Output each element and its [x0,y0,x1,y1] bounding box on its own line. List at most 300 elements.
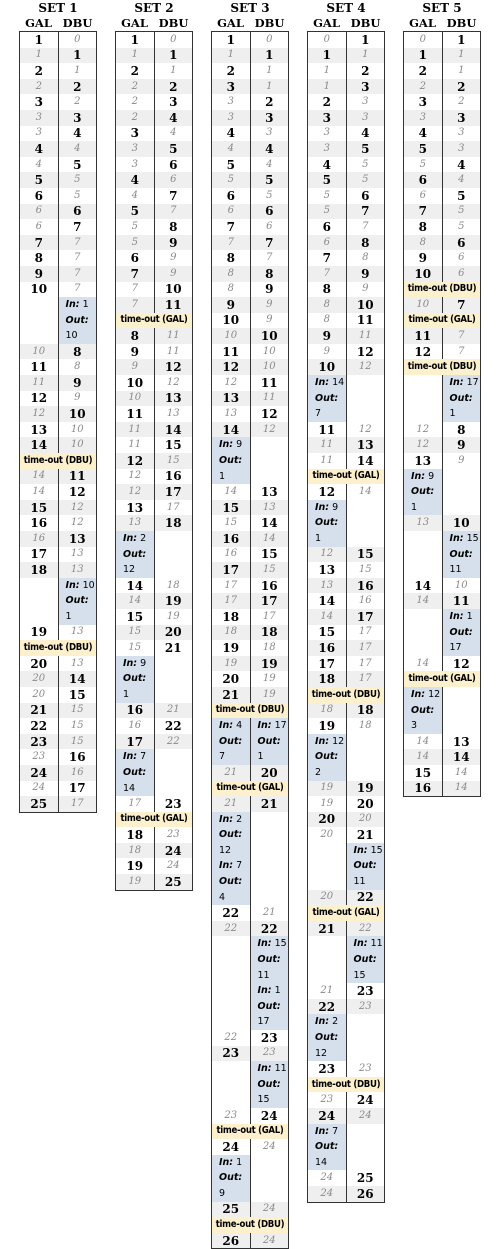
score-gal: 23 [308,1061,347,1077]
substitution-row [116,531,193,578]
timeout-label: time-out (GAL) [212,1124,289,1140]
score-dbu: 8 [346,235,385,251]
score-row [116,609,193,625]
score-dbu: 7 [58,235,97,251]
score-gal: 12 [116,484,155,500]
score-gal: 2 [404,63,443,79]
score-gal: 21 [20,703,59,719]
column-headers [211,16,289,31]
score-dbu: 3 [442,110,481,126]
score-row [404,656,481,672]
substitution-row [212,1155,289,1202]
score-row [212,188,289,204]
team-header-team_b: DBU [158,16,189,30]
score-row [20,391,97,407]
score-gal: 3 [20,110,59,126]
score-gal: 18 [308,703,347,719]
score-row [116,297,193,313]
timeout-label: time-out (DBU) [308,687,385,703]
score-gal: 5 [20,172,59,188]
empty-cell [404,531,443,578]
score-row [308,718,385,734]
score-row [308,422,385,438]
score-gal: 11 [308,422,347,438]
score-dbu: 4 [170,127,177,139]
score-table [19,31,97,813]
score-gal: 15 [212,515,251,531]
substitution-cell: In: 4 Out: 7 [212,718,251,765]
score-row [20,94,97,110]
score-gal: 18 [116,843,155,859]
score-gal: 2 [20,79,59,95]
score-gal: 6 [212,188,251,204]
score-gal: 11 [308,437,347,453]
score-gal: 14 [404,656,443,672]
score-row [20,562,97,578]
score-row [20,188,97,204]
score-dbu: 7 [442,297,481,313]
score-dbu: 22 [346,921,385,937]
score-row [308,328,385,344]
score-dbu: 25 [154,874,193,890]
score-row [308,157,385,173]
score-row [212,204,289,220]
score-dbu: 6 [58,204,97,220]
score-gal: 8 [212,266,251,282]
substitution-cell: In: 2 Out: 12 [308,1014,347,1061]
score-row [116,328,193,344]
score-dbu: 15 [68,687,86,702]
score-row [212,94,289,110]
score-gal: 4 [116,188,155,204]
score-row [308,48,385,64]
score-row [20,749,97,765]
score-gal: 20 [20,687,59,703]
score-gal: 11 [116,437,155,453]
score-row [404,781,481,797]
score-row [308,63,385,79]
column-headers [307,16,385,31]
score-dbu: 10 [164,282,182,297]
score-gal: 9 [308,328,347,344]
score-row [20,157,97,173]
score-dbu: 10 [58,437,97,453]
score-row [116,843,193,859]
score-dbu: 21 [356,828,374,843]
score-dbu: 18 [154,515,193,531]
score-row [212,313,289,329]
score-row [308,1061,385,1077]
score-dbu: 7 [73,219,82,234]
substitution-row [404,469,481,516]
score-dbu: 14 [358,486,372,498]
score-gal: 4 [212,141,251,157]
substitution-row [308,1014,385,1061]
score-dbu: 1 [442,48,481,64]
score-dbu: 9 [265,282,274,297]
score-gal: 3 [212,79,251,95]
score-row [116,204,193,220]
score-dbu: 13 [70,657,84,669]
score-gal: 2 [116,110,155,126]
score-gal: 5 [212,172,251,188]
empty-cell [212,1061,251,1108]
score-row [20,469,97,485]
score-gal: 12 [212,375,251,391]
score-row [20,781,97,797]
set-title: SET 1 [38,1,78,15]
substitution-cell: In: 15 Out: 11 [442,531,481,578]
score-dbu: 1 [361,32,370,47]
team-header-team_a: GAL [409,16,436,30]
timeout-row [212,1217,289,1233]
score-gal: 3 [308,141,347,157]
score-gal: 6 [20,188,59,204]
score-row [212,110,289,126]
score-dbu: 15 [70,719,84,731]
score-gal: 18 [212,625,251,641]
score-dbu: 3 [362,96,369,108]
score-gal: 23 [20,734,59,750]
score-dbu: 19 [166,610,180,622]
score-dbu: 11 [154,328,193,344]
score-dbu: 3 [346,79,385,95]
team-header-team_b: DBU [62,16,93,30]
score-row [308,250,385,266]
score-row [20,110,97,126]
score-gal: 5 [116,219,155,235]
score-row [116,266,193,282]
substitution-row [212,983,289,1030]
empty-cell [154,531,193,578]
score-dbu: 24 [262,1140,276,1152]
score-row [212,593,289,609]
score-row [116,469,193,485]
score-gal: 7 [116,282,155,298]
score-row [20,422,97,438]
empty-cell [346,1014,385,1061]
score-dbu: 13 [452,734,470,749]
score-dbu: 17 [154,484,193,500]
score-dbu: 1 [170,64,177,76]
substitution-cell: In: 7 Out: 14 [116,749,155,796]
score-gal: 6 [404,172,443,188]
score-dbu: 17 [58,796,97,812]
score-gal: 3 [404,110,443,126]
score-row [212,905,289,921]
score-dbu: 1 [457,32,466,47]
substitution-row [308,936,385,983]
score-row [212,656,289,672]
score-gal: 13 [308,562,347,578]
score-row [212,250,289,266]
score-row [116,157,193,173]
score-gal: 6 [404,188,443,204]
score-dbu: 2 [361,63,370,78]
score-dbu: 15 [58,703,97,719]
timeout-label: time-out (DBU) [20,640,97,656]
score-dbu: 10 [70,423,84,435]
score-dbu: 12 [58,500,97,516]
score-gal: 5 [308,204,347,220]
score-gal: 10 [116,375,155,391]
score-gal: 17 [212,578,251,594]
score-row [212,235,289,251]
score-dbu: 3 [346,110,385,126]
score-gal: 5 [404,157,443,173]
score-row [308,453,385,469]
score-row [404,157,481,173]
timeout-label: time-out (DBU) [212,1217,289,1233]
team-header-team_b: DBU [254,16,285,30]
score-row [212,1139,289,1155]
score-dbu: 12 [358,423,372,435]
score-dbu: 14 [442,781,481,797]
score-gal: 22 [308,999,347,1015]
score-row [116,48,193,64]
score-gal: 5 [116,204,155,220]
score-gal: 17 [20,547,59,563]
empty-cell [154,749,193,796]
substitution-row [308,500,385,547]
substitution-row [308,734,385,781]
score-row [212,765,289,781]
score-row [212,63,289,79]
substitution-row [404,531,481,578]
score-dbu: 17 [166,501,180,513]
score-dbu: 5 [442,204,481,220]
score-dbu: 5 [266,189,273,201]
set-title: SET 5 [422,1,462,15]
score-dbu: 1 [250,79,289,95]
score-dbu: 18 [262,641,276,653]
score-gal: 1 [116,48,155,64]
score-gal: 6 [20,204,59,220]
score-row [116,126,193,142]
score-row [212,375,289,391]
score-gal: 12 [404,422,443,438]
score-dbu: 16 [346,578,385,594]
score-row [116,344,193,360]
score-dbu: 20 [346,812,385,828]
set-1 [19,2,97,813]
score-dbu: 10 [58,406,97,422]
substitution-cell: In: 12 Out: 2 [308,734,347,781]
empty-cell [442,687,481,734]
score-table [307,31,385,1203]
score-row [308,671,385,687]
score-row [20,796,97,812]
score-row [404,422,481,438]
score-row [308,983,385,999]
substitution-row [308,843,385,890]
score-row [212,500,289,516]
score-row [116,235,193,251]
score-dbu: 7 [74,252,81,264]
score-row [116,359,193,375]
score-dbu: 7 [250,235,289,251]
score-gal: 1 [308,79,347,95]
score-gal: 21 [212,796,251,812]
score-row [212,126,289,142]
score-gal: 8 [212,282,251,298]
score-gal: 7 [116,266,155,282]
score-dbu: 19 [262,673,276,685]
score-dbu: 0 [74,33,81,45]
score-dbu: 14 [442,749,481,765]
score-dbu: 6 [250,204,289,220]
score-row [116,874,193,890]
score-row [20,718,97,734]
score-table [115,31,193,891]
score-dbu: 11 [346,328,385,344]
score-dbu: 10 [346,297,385,313]
score-dbu: 4 [266,158,273,170]
score-dbu: 7 [442,328,481,344]
score-row [308,796,385,812]
score-gal: 10 [20,282,59,298]
score-gal: 11 [308,453,347,469]
score-gal: 24 [308,1170,347,1186]
score-row [116,422,193,438]
timeout-row [308,687,385,703]
empty-cell [346,500,385,547]
score-dbu: 13 [70,626,84,638]
score-gal: 12 [116,469,155,485]
score-dbu: 17 [346,640,385,656]
score-gal: 9 [116,344,155,360]
score-dbu: 2 [265,95,274,110]
timeout-label: time-out (DBU) [308,1077,385,1093]
set-title: SET 4 [326,1,366,15]
score-row [212,921,289,937]
substitution-row [20,578,97,625]
score-row [212,391,289,407]
set-title: SET 2 [134,1,174,15]
score-gal: 15 [116,609,155,625]
substitution-cell: In: 2 Out: 12 [212,812,251,859]
score-gal: 9 [308,344,347,360]
score-gal: 11 [116,422,155,438]
substitution-cell: In: 1 Out: 9 [212,1155,251,1202]
score-gal: 1 [308,48,347,64]
score-gal: 10 [212,328,251,344]
score-row [212,578,289,594]
score-gal: 3 [404,94,443,110]
score-gal: 9 [212,297,251,313]
score-gal: 12 [308,547,347,563]
substitution-cell: In: 15 Out: 11 [250,936,289,983]
score-row [212,79,289,95]
score-dbu: 15 [358,563,372,575]
score-dbu: 4 [457,157,466,172]
score-dbu: 3 [250,110,289,126]
score-row [212,141,289,157]
score-gal: 5 [212,157,251,173]
score-gal: 20 [308,827,347,843]
score-row [212,344,289,360]
score-row [308,172,385,188]
score-gal: 7 [308,250,347,266]
score-dbu: 11 [356,313,374,328]
score-dbu: 21 [262,907,276,919]
score-row [404,749,481,765]
timeout-label: time-out (DBU) [212,703,289,719]
score-gal: 5 [404,141,443,157]
timeout-row [116,812,193,828]
score-gal: 15 [20,500,59,516]
score-dbu: 5 [74,189,81,201]
score-gal: 1 [404,48,443,64]
score-dbu: 13 [58,531,97,547]
score-dbu: 20 [356,796,374,811]
score-row [308,141,385,157]
score-gal: 12 [308,484,347,500]
score-dbu: 1 [250,48,289,64]
set-3 [211,2,289,1249]
score-dbu: 16 [358,595,372,607]
score-dbu: 15 [260,547,278,562]
score-row [212,515,289,531]
score-gal: 16 [116,718,155,734]
score-row [116,79,193,95]
score-gal: 6 [212,204,251,220]
score-dbu: 5 [346,141,385,157]
substitution-row [116,749,193,796]
timeout-row [308,1077,385,1093]
score-gal: 7 [212,219,251,235]
score-row [20,250,97,266]
score-dbu: 3 [58,110,97,126]
score-row [116,453,193,469]
score-dbu: 23 [164,796,182,811]
substitution-cell: In: 1 Out: 17 [442,609,481,656]
score-row [212,48,289,64]
score-gal: 8 [20,250,59,266]
score-dbu: 11 [442,593,481,609]
score-row [308,313,385,329]
score-row [404,48,481,64]
score-dbu: 6 [458,252,465,264]
score-dbu: 9 [250,297,289,313]
score-row [212,406,289,422]
score-gal: 4 [212,126,251,142]
score-dbu: 19 [346,781,385,797]
empty-cell [404,609,443,656]
score-dbu: 7 [266,252,273,264]
score-row [116,406,193,422]
score-dbu: 5 [73,157,82,172]
score-row [116,172,193,188]
substitution-cell: In: 15 Out: 11 [346,843,385,890]
empty-cell [20,297,59,344]
score-dbu: 6 [361,188,370,203]
score-dbu: 12 [154,359,193,375]
score-dbu: 10 [250,359,289,375]
score-row [308,547,385,563]
score-gal: 21 [212,765,251,781]
score-gal: 13 [212,391,251,407]
score-gal: 11 [116,406,155,422]
score-gal: 13 [308,578,347,594]
score-dbu: 6 [442,235,481,251]
score-row [116,484,193,500]
score-row [20,204,97,220]
score-row [212,1046,289,1062]
score-gal: 22 [212,1030,251,1046]
team-header-team_b: DBU [446,16,477,30]
score-gal: 12 [212,359,251,375]
